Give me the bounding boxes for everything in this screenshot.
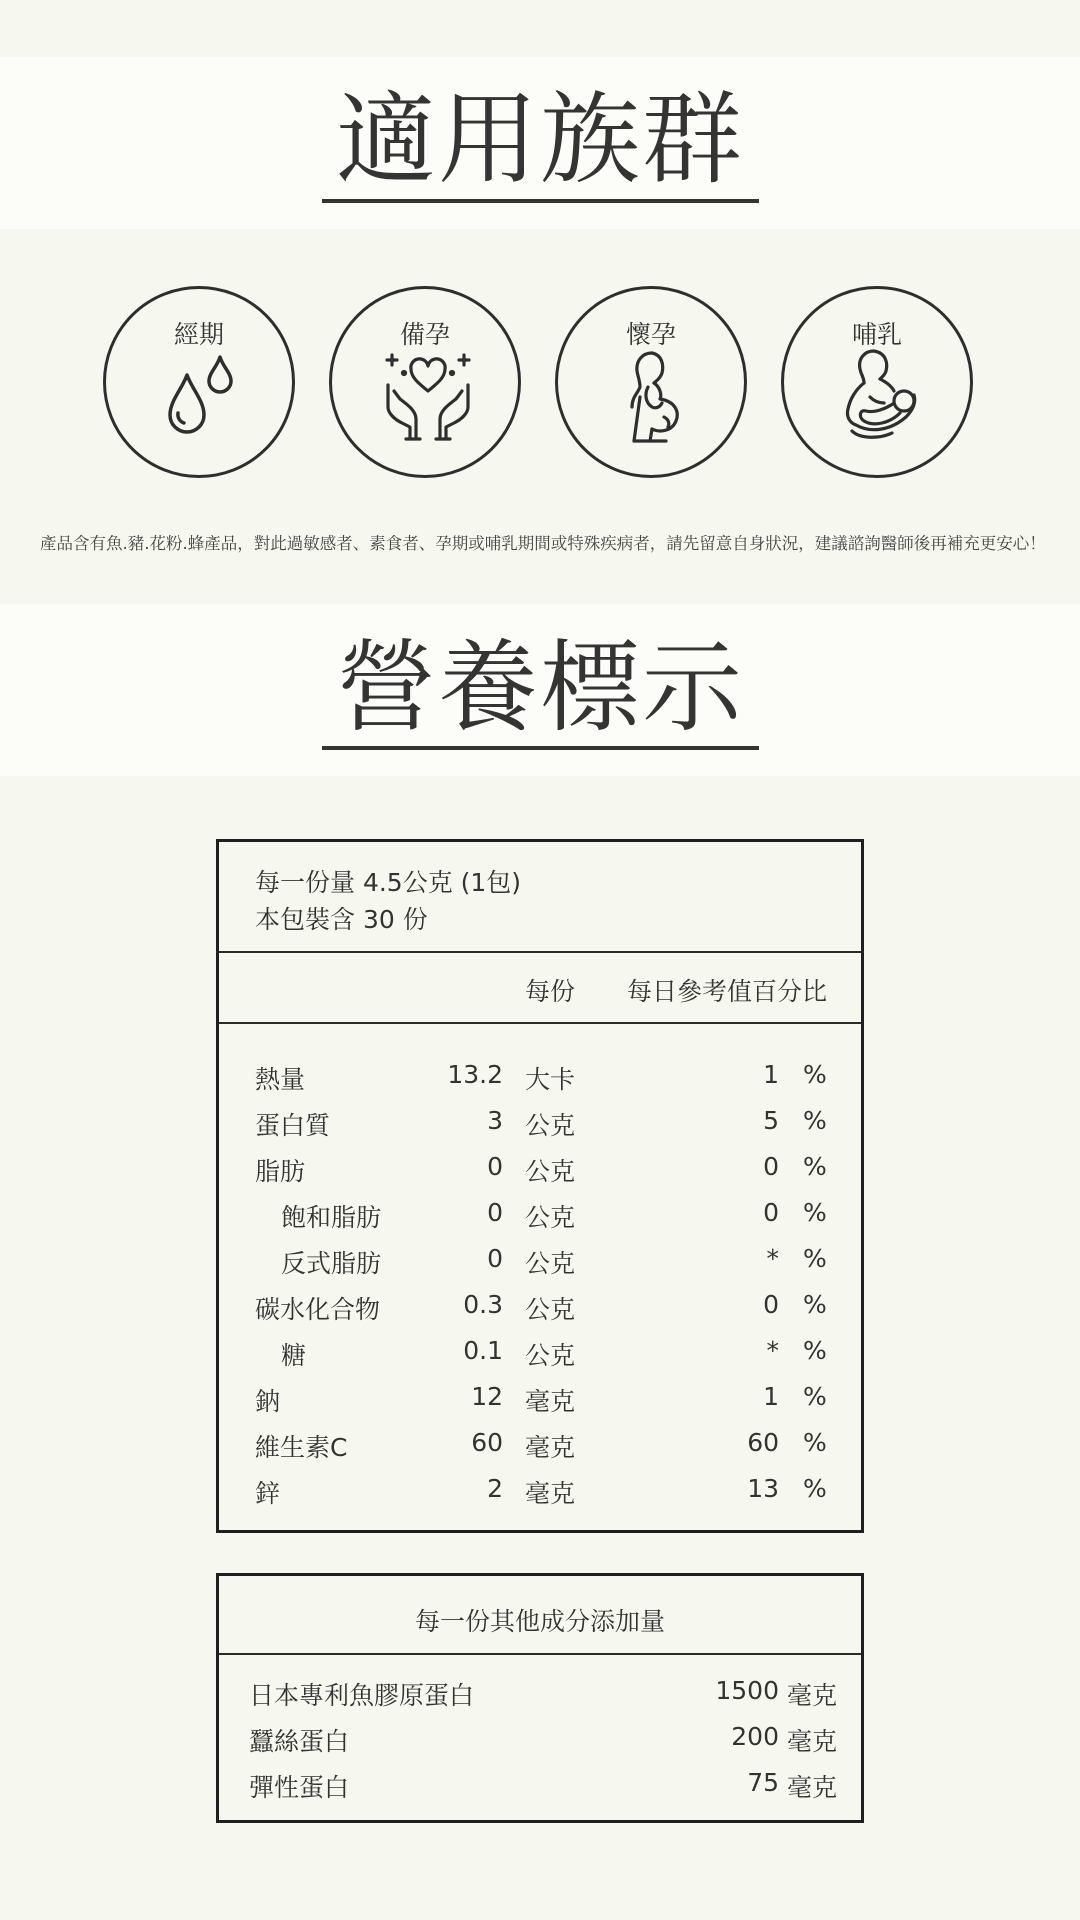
- ingredient-name: 日本專利魚膠原蛋白: [249, 1681, 475, 1710]
- nutrient-daily-pct: 13: [747, 1474, 779, 1503]
- nutrient-value: 60: [471, 1428, 503, 1457]
- table-divider: [219, 1022, 861, 1024]
- ingredient-value: 1500: [715, 1676, 779, 1705]
- audience-pregnancy: [555, 286, 747, 478]
- ingredient-name: 蠶絲蛋白: [249, 1727, 350, 1756]
- table-row: [219, 1290, 861, 1330]
- percent-sign: %: [803, 1106, 827, 1135]
- percent-sign: %: [803, 1474, 827, 1503]
- nutrition-title-underline: [322, 746, 759, 750]
- audience-label: 備孕: [399, 320, 450, 349]
- table-row: [219, 1474, 861, 1514]
- breastfeeding-icon: [830, 347, 930, 447]
- nutrient-name: 碳水化合物: [255, 1295, 381, 1324]
- nutrient-daily-pct: 1: [763, 1382, 779, 1411]
- percent-sign: %: [803, 1290, 827, 1319]
- nutrient-name: 反式脂肪: [281, 1249, 382, 1278]
- audience-preconception: [329, 286, 521, 478]
- nutrient-unit: 公克: [525, 1295, 576, 1324]
- nutrient-unit: 公克: [525, 1249, 576, 1278]
- percent-sign: %: [803, 1152, 827, 1181]
- nutrient-unit: 大卡: [525, 1065, 576, 1094]
- table-row: [219, 1428, 861, 1468]
- table-row: [219, 1336, 861, 1376]
- table-row: [219, 1382, 861, 1422]
- nutrient-unit: 公克: [525, 1341, 576, 1370]
- percent-sign: %: [803, 1198, 827, 1227]
- nutrient-value: 0.3: [463, 1290, 503, 1319]
- nutrient-unit: 公克: [525, 1157, 576, 1186]
- table-row: [219, 1152, 861, 1192]
- nutrient-value: 3: [487, 1106, 503, 1135]
- column-header-per-serving: 每份: [525, 977, 576, 1006]
- servings-per-pack: 本包裝含 30 份: [255, 905, 428, 934]
- nutrient-value: 12: [471, 1382, 503, 1411]
- table-divider: [219, 951, 861, 953]
- nutrient-value: 0: [487, 1198, 503, 1227]
- allergy-notice: 產品含有魚.豬.花粉.蜂產品，對此過敏感者、素食者、孕期或哺乳期間或特殊疾病者，請先留意自身狀況，建議諮詢醫師後再補充更安心！: [40, 534, 1046, 553]
- nutrient-unit: 毫克: [525, 1387, 576, 1416]
- percent-sign: %: [803, 1244, 827, 1273]
- nutrient-daily-pct: *: [766, 1244, 779, 1273]
- nutrient-daily-pct: 1: [763, 1060, 779, 1089]
- nutrient-daily-pct: 0: [763, 1152, 779, 1181]
- nutrient-daily-pct: 60: [747, 1428, 779, 1457]
- table-row: [219, 1676, 861, 1716]
- nutrient-daily-pct: 0: [763, 1290, 779, 1319]
- audience-breastfeeding: [781, 286, 973, 478]
- nutrition-section-title: 營養標示: [336, 629, 744, 746]
- nutrient-name: 熱量: [255, 1065, 306, 1094]
- audience-title-underline: [322, 199, 759, 203]
- serving-size: 每一份量 4.5公克 (1包): [255, 868, 522, 897]
- nutrient-value: 0.1: [463, 1336, 503, 1365]
- percent-sign: %: [803, 1428, 827, 1457]
- serving-info: [255, 864, 521, 938]
- ingredient-unit: 毫克: [787, 1727, 838, 1756]
- pregnant-woman-icon: [604, 347, 704, 447]
- table-divider: [219, 1653, 861, 1655]
- nutrient-name: 蛋白質: [255, 1111, 331, 1140]
- nutrient-name: 鈉: [255, 1387, 281, 1416]
- nutrient-daily-pct: *: [766, 1336, 779, 1365]
- nutrient-name: 維生素C: [255, 1433, 348, 1462]
- nutrient-name: 糖: [281, 1341, 307, 1370]
- ingredient-name: 彈性蛋白: [249, 1773, 350, 1802]
- nutrient-unit: 毫克: [525, 1433, 576, 1462]
- other-ingredients-table: [216, 1573, 864, 1823]
- nutrient-value: 2: [487, 1474, 503, 1503]
- nutrient-value: 0: [487, 1244, 503, 1273]
- ingredient-value: 200: [731, 1722, 779, 1751]
- audience-label: 懷孕: [625, 320, 676, 349]
- audience-menstruation: [103, 286, 295, 478]
- ingredient-unit: 毫克: [787, 1773, 838, 1802]
- water-drops-icon: [152, 347, 252, 447]
- nutrient-name: 鋅: [255, 1479, 281, 1508]
- nutrient-value: 13.2: [447, 1060, 503, 1089]
- table-row: [219, 1768, 861, 1808]
- ingredient-value: 75: [747, 1768, 779, 1797]
- nutrient-name: 飽和脂肪: [281, 1203, 382, 1232]
- percent-sign: %: [803, 1336, 827, 1365]
- table-row: [219, 1060, 861, 1100]
- table-row: [219, 1244, 861, 1284]
- other-ingredients-title: 每一份其他成分添加量: [414, 1607, 665, 1636]
- nutrient-unit: 公克: [525, 1111, 576, 1140]
- audience-label: 經期: [173, 320, 224, 349]
- table-row: [219, 1198, 861, 1238]
- nutrient-daily-pct: 0: [763, 1198, 779, 1227]
- table-row: [219, 1722, 861, 1762]
- percent-sign: %: [803, 1382, 827, 1411]
- nutrient-value: 0: [487, 1152, 503, 1181]
- nutrient-unit: 毫克: [525, 1479, 576, 1508]
- percent-sign: %: [803, 1060, 827, 1089]
- nutrient-daily-pct: 5: [763, 1106, 779, 1135]
- ingredient-unit: 毫克: [787, 1681, 838, 1710]
- nutrient-name: 脂肪: [255, 1157, 306, 1186]
- audience-section-title: 適用族群: [336, 81, 744, 198]
- table-row: [219, 1106, 861, 1146]
- hands-heart-icon: [378, 347, 478, 447]
- nutrition-facts-table: [216, 839, 864, 1533]
- nutrient-unit: 公克: [525, 1203, 576, 1232]
- column-header-daily-pct: 每日參考值百分比: [626, 977, 827, 1006]
- audience-label: 哺乳: [851, 320, 902, 349]
